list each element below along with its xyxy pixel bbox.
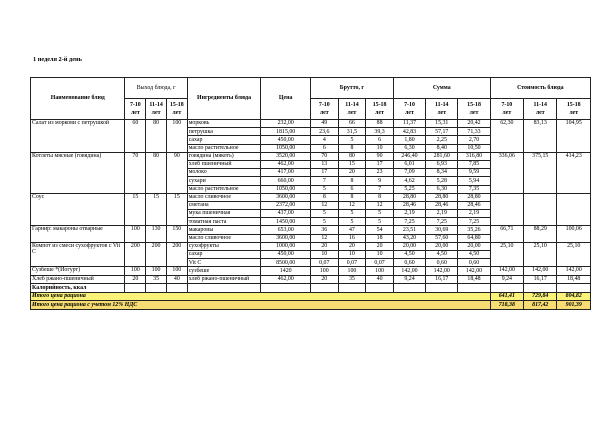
- sum-value: 6,30: [393, 144, 425, 152]
- sum-value: 28,46: [426, 201, 458, 209]
- sum-value: 2,19: [393, 210, 425, 218]
- dish-cost: 142,00: [524, 267, 557, 275]
- sum-value: 281,60: [426, 152, 458, 160]
- vat-total-row: [31, 301, 591, 310]
- age-unit: лет: [437, 110, 447, 116]
- sum-value: 28,46: [393, 201, 425, 209]
- dish-name: Гарнир: макароны отварные: [31, 226, 125, 242]
- brutto-value: 20: [338, 169, 366, 177]
- ingredient-price: 3520,00: [261, 152, 311, 160]
- sum-value: 43,20: [393, 234, 425, 242]
- ingredient-price: 232,00: [261, 120, 311, 128]
- ingredient-price: 1450,00: [261, 218, 311, 226]
- dish-name: Котлеты мясные (говядина): [31, 152, 125, 193]
- brutto-value: 0,07: [310, 259, 338, 267]
- brutto-value: 100: [366, 267, 394, 275]
- dish-cost: 83,13: [524, 120, 557, 153]
- age-unit: лет: [502, 110, 512, 116]
- dish-cost: 25,10: [557, 242, 591, 267]
- brutto-value: 17: [310, 169, 338, 177]
- dish-name: Сузбеше *(Йогурт): [31, 267, 125, 275]
- dish-cost: 66,71: [490, 226, 523, 242]
- dish-cost: 142,00: [490, 267, 523, 275]
- sum-value: 9,59: [458, 169, 490, 177]
- age-header: [338, 99, 366, 120]
- brutto-value: 8: [338, 193, 366, 201]
- sum-value: 11,37: [393, 120, 425, 128]
- sum-value: 246,40: [393, 152, 425, 160]
- ingredient-price: 417,00: [261, 169, 311, 177]
- ingredient-price: 1420: [261, 267, 311, 275]
- sum-value: 20,42: [458, 120, 490, 128]
- sum-value: 4,50: [458, 251, 490, 259]
- brutto-value: 16: [338, 234, 366, 242]
- empty-cell: [490, 283, 523, 292]
- dish-output: 100: [125, 267, 146, 275]
- dish-cost: [557, 193, 591, 226]
- empty-cell: [524, 283, 557, 292]
- age-header: [146, 99, 167, 120]
- ingredient-name: сахар: [187, 251, 261, 259]
- age-header: [125, 99, 146, 120]
- ingredient-name: говядина (мякоть): [187, 152, 261, 160]
- dish-output: 90: [166, 152, 187, 193]
- sum-value: 6,30: [426, 185, 458, 193]
- ingredient-name: мука пшеничная: [187, 210, 261, 218]
- total-row: [31, 292, 591, 301]
- brutto-value: 8: [310, 193, 338, 201]
- vat-total-row-label: Итого цена рациона с учетом 12% НДС: [31, 301, 491, 310]
- calories-row: [31, 283, 591, 292]
- dish-name: Салат из моркови с петрушкой: [31, 120, 125, 153]
- sum-value: 5,25: [393, 185, 425, 193]
- brutto-value: 88: [366, 120, 394, 128]
- ingredient-name: сметана: [187, 201, 261, 209]
- table-row: [31, 226, 591, 234]
- age-header: [557, 99, 591, 120]
- brutto-value: 49: [310, 120, 338, 128]
- brutto-value: 66: [338, 120, 366, 128]
- age-range: 15-18: [372, 101, 387, 108]
- brutto-value: 7: [366, 185, 394, 193]
- age-range: 11-14: [435, 101, 449, 108]
- sum-value: 0,60: [458, 259, 490, 267]
- brutto-value: 8: [338, 177, 366, 185]
- brutto-value: 20: [310, 242, 338, 250]
- brutto-value: 7: [310, 177, 338, 185]
- ingredient-name: сузбеше: [187, 267, 261, 275]
- sum-value: 4,50: [426, 251, 458, 259]
- age-range: 11-14: [533, 101, 547, 108]
- age-range: 7-10: [501, 101, 513, 108]
- sum-value: 7,25: [393, 218, 425, 226]
- dish-name: Компот из смеси сухофруктов с Vit C: [31, 242, 125, 267]
- sum-value: 2,19: [426, 210, 458, 218]
- ingredient-price: 437,00: [261, 210, 311, 218]
- dish-cost: [524, 193, 557, 226]
- sum-value: 2,70: [458, 136, 490, 144]
- sum-value: 8,40: [426, 144, 458, 152]
- brutto-value: 23: [366, 169, 394, 177]
- age-header: [393, 99, 425, 120]
- brutto-value: 4: [310, 136, 338, 144]
- brutto-value: 20: [338, 242, 366, 250]
- brutto-value: 20: [310, 275, 338, 283]
- age-range: 15-18: [467, 101, 481, 108]
- empty-cell: [146, 283, 167, 292]
- brutto-value: 31,5: [338, 128, 366, 136]
- sum-value: 5,28: [426, 177, 458, 185]
- sum-value: 4,62: [393, 177, 425, 185]
- sum-value: 6,93: [426, 160, 458, 168]
- header-dish: Наименование блюд: [31, 78, 125, 120]
- sum-value: 7,35: [458, 185, 490, 193]
- ingredient-price: 462,00: [261, 275, 311, 283]
- sum-value: 4,50: [393, 251, 425, 259]
- brutto-value: 5: [310, 210, 338, 218]
- sum-value: 35,26: [458, 226, 490, 234]
- dish-output: 80: [146, 152, 167, 193]
- dish-output: 130: [146, 226, 167, 242]
- dish-output: 100: [125, 226, 146, 242]
- empty-cell: [393, 283, 425, 292]
- dish-output: 35: [146, 275, 167, 283]
- header-price: Цена: [261, 78, 311, 120]
- dish-output: 70: [125, 152, 146, 193]
- age-unit: лет: [535, 110, 545, 116]
- brutto-value: 0,07: [338, 259, 366, 267]
- dish-cost: 336,06: [490, 152, 523, 193]
- empty-cell: [166, 283, 187, 292]
- sum-value: 0,60: [393, 259, 425, 267]
- sum-value: 9,24: [393, 275, 425, 283]
- sum-value: 316,80: [458, 152, 490, 160]
- ingredient-name: сухари: [187, 177, 261, 185]
- brutto-value: 5: [338, 210, 366, 218]
- table-row: [31, 193, 591, 201]
- brutto-value: 10: [310, 251, 338, 259]
- brutto-value: 10: [366, 251, 394, 259]
- age-unit: лет: [469, 110, 479, 116]
- dish-cost: 100,06: [557, 226, 591, 242]
- sum-value: 28,80: [393, 193, 425, 201]
- brutto-value: 12: [310, 234, 338, 242]
- ingredient-name: масло растительное: [187, 144, 261, 152]
- dish-cost: 9,24: [490, 275, 523, 283]
- brutto-value: 5: [310, 185, 338, 193]
- brutto-value: 13: [310, 160, 338, 168]
- ingredient-price: 462,00: [261, 160, 311, 168]
- page-title: 1 неделя 2-й день: [33, 56, 82, 63]
- age-header: [458, 99, 490, 120]
- ingredient-price: 450,00: [261, 251, 311, 259]
- dish-cost: 104,95: [557, 120, 591, 153]
- brutto-value: 12: [310, 201, 338, 209]
- brutto-value: 9: [366, 177, 394, 185]
- sum-value: 28,80: [458, 193, 490, 201]
- brutto-value: 47: [338, 226, 366, 234]
- table-row: [31, 120, 591, 128]
- header-sum: Сумма: [393, 78, 490, 99]
- total-row-value: 804,82: [557, 292, 591, 301]
- sum-value: 64,80: [458, 234, 490, 242]
- sum-value: 10,50: [458, 144, 490, 152]
- brutto-value: 8: [366, 193, 394, 201]
- age-unit: лет: [130, 110, 140, 116]
- dish-output: 40: [166, 275, 187, 283]
- dish-cost: 16,17: [524, 275, 557, 283]
- ingredient-name: масло сливочное: [187, 193, 261, 201]
- age-header: [490, 99, 523, 120]
- sum-value: 142,00: [426, 267, 458, 275]
- dish-cost: 25,10: [490, 242, 523, 267]
- brutto-value: 23,6: [310, 128, 338, 136]
- dish-output: 15: [125, 193, 146, 226]
- dish-output: 80: [146, 120, 167, 153]
- dish-output: 20: [125, 275, 146, 283]
- sum-value: 142,00: [458, 267, 490, 275]
- ingredient-price: 3600,00: [261, 193, 311, 201]
- ingredient-name: сухофрукты: [187, 242, 261, 250]
- age-range: 11-14: [149, 101, 163, 108]
- empty-cell: [426, 283, 458, 292]
- dish-output: 200: [125, 242, 146, 267]
- header-cost: Стоимость блюда: [490, 78, 590, 99]
- age-range: 15-18: [566, 101, 581, 108]
- dish-cost: 414,23: [557, 152, 591, 193]
- sum-value: 16,17: [426, 275, 458, 283]
- brutto-value: 5: [338, 218, 366, 226]
- sum-value: 18,48: [458, 275, 490, 283]
- age-range: 7-10: [129, 101, 141, 108]
- empty-cell: [310, 283, 338, 292]
- ingredient-name: масло растительное: [187, 185, 261, 193]
- dish-cost: 88,29: [524, 226, 557, 242]
- brutto-value: 90: [366, 152, 394, 160]
- menu-table: [30, 77, 591, 310]
- ingredient-name: хлеб ржано-пшеничный: [187, 275, 261, 283]
- sum-value: 28,46: [458, 201, 490, 209]
- dish-output: 200: [166, 242, 187, 267]
- dish-cost: 18,48: [557, 275, 591, 283]
- brutto-value: 70: [310, 152, 338, 160]
- age-unit: лет: [405, 110, 414, 116]
- dish-output: 200: [146, 242, 167, 267]
- sum-value: 6,01: [393, 160, 425, 168]
- age-range: 7-10: [404, 101, 415, 108]
- age-header: [426, 99, 458, 120]
- empty-cell: [338, 283, 366, 292]
- ingredient-name: хлеб пшеничный: [187, 160, 261, 168]
- total-row-value: 729,84: [524, 292, 557, 301]
- empty-cell: [557, 283, 591, 292]
- brutto-value: 100: [310, 267, 338, 275]
- sum-value: 23,51: [393, 226, 425, 234]
- vat-total-row-value: 817,42: [524, 301, 557, 310]
- dish-output: 100: [146, 267, 167, 275]
- vat-total-row-value: 901,39: [557, 301, 591, 310]
- ingredient-name: масло сливочное: [187, 234, 261, 242]
- sum-value: 2,25: [426, 136, 458, 144]
- ingredient-price: 653,00: [261, 226, 311, 234]
- ingredient-name: томатная паста: [187, 218, 261, 226]
- brutto-value: 10: [338, 251, 366, 259]
- table-row: [31, 267, 591, 275]
- sum-value: 7,25: [426, 218, 458, 226]
- sum-value: 28,80: [426, 193, 458, 201]
- ingredient-name: молоко: [187, 169, 261, 177]
- header-ingredients: Ингредиенты блюда: [187, 78, 261, 120]
- dish-cost: 375,15: [524, 152, 557, 193]
- brutto-value: 20: [366, 242, 394, 250]
- age-range: 7-10: [318, 101, 330, 108]
- ingredient-price: 1815,00: [261, 128, 311, 136]
- brutto-value: 15: [338, 160, 366, 168]
- total-row-label: Итого цена рациона: [31, 292, 491, 301]
- table-row: [31, 242, 591, 250]
- ingredient-price: 450,00: [261, 136, 311, 144]
- brutto-value: 100: [338, 267, 366, 275]
- age-header: [310, 99, 338, 120]
- ingredient-price: 1050,00: [261, 144, 311, 152]
- sum-value: 15,31: [426, 120, 458, 128]
- brutto-value: 18: [366, 234, 394, 242]
- dish-output: 15: [146, 193, 167, 226]
- dish-cost: [490, 193, 523, 226]
- header-output: Выход блюда, г: [125, 78, 187, 99]
- age-header: [366, 99, 394, 120]
- ingredient-name: Vit C: [187, 259, 261, 267]
- brutto-value: 8: [338, 144, 366, 152]
- age-unit: лет: [375, 110, 384, 116]
- age-header: [524, 99, 557, 120]
- age-unit: лет: [569, 110, 579, 116]
- sum-value: 2,19: [458, 210, 490, 218]
- ingredient-name: сахар: [187, 136, 261, 144]
- total-row-value: 641,41: [490, 292, 523, 301]
- sum-value: 0,60: [426, 259, 458, 267]
- age-unit: лет: [172, 110, 182, 116]
- brutto-value: 80: [338, 152, 366, 160]
- sum-value: 7,09: [393, 169, 425, 177]
- ingredient-name: морковь: [187, 120, 261, 128]
- vat-total-row-value: 718,38: [490, 301, 523, 310]
- age-unit: лет: [151, 110, 161, 116]
- dish-output: 100: [166, 267, 187, 275]
- dish-output: 15: [166, 193, 187, 226]
- age-range: 11-14: [345, 101, 359, 108]
- sum-value: 57,60: [426, 234, 458, 242]
- sum-value: 8,34: [426, 169, 458, 177]
- age-unit: лет: [319, 110, 329, 116]
- brutto-value: 36: [310, 226, 338, 234]
- sum-value: 57,17: [426, 128, 458, 136]
- brutto-value: 6: [310, 144, 338, 152]
- sum-value: 7,85: [458, 160, 490, 168]
- dish-cost: 62,30: [490, 120, 523, 153]
- brutto-value: 40: [366, 275, 394, 283]
- brutto-value: 35: [338, 275, 366, 283]
- brutto-value: 17: [366, 160, 394, 168]
- empty-cell: [261, 283, 311, 292]
- brutto-value: 54: [366, 226, 394, 234]
- sum-value: 20,00: [458, 242, 490, 250]
- empty-cell: [366, 283, 394, 292]
- brutto-value: 6: [338, 185, 366, 193]
- sum-value: 71,33: [458, 128, 490, 136]
- brutto-value: 39,3: [366, 128, 394, 136]
- age-header: [166, 99, 187, 120]
- brutto-value: 12: [338, 201, 366, 209]
- dish-cost: 25,10: [524, 242, 557, 267]
- brutto-value: 5: [366, 210, 394, 218]
- sum-value: 20,00: [426, 242, 458, 250]
- sum-value: 42,83: [393, 128, 425, 136]
- dish-cost: 142,00: [557, 267, 591, 275]
- sum-value: 20,00: [393, 242, 425, 250]
- calories-label: Калорийность, ккал: [31, 283, 125, 292]
- ingredient-price: 1050,00: [261, 185, 311, 193]
- brutto-value: 6: [366, 136, 394, 144]
- age-unit: лет: [347, 110, 357, 116]
- empty-cell: [187, 283, 261, 292]
- dish-name: Хлеб ржано-пшеничный: [31, 275, 125, 283]
- ingredient-price: 3600,00: [261, 234, 311, 242]
- ingredient-name: петрушка: [187, 128, 261, 136]
- dish-output: 100: [166, 120, 187, 153]
- age-range: 15-18: [169, 101, 184, 108]
- sum-value: 142,00: [393, 267, 425, 275]
- brutto-value: 5: [366, 218, 394, 226]
- ingredient-price: 8500,00: [261, 259, 311, 267]
- brutto-value: 5: [310, 218, 338, 226]
- brutto-value: 5: [338, 136, 366, 144]
- dish-output: 150: [166, 226, 187, 242]
- ingredient-price: 2372,00: [261, 201, 311, 209]
- dish-output: 60: [125, 120, 146, 153]
- sum-value: 7,25: [458, 218, 490, 226]
- sum-value: 30,69: [426, 226, 458, 234]
- table-row: [31, 152, 591, 160]
- ingredient-name: макароны: [187, 226, 261, 234]
- header-brutto: Брутто, г: [310, 78, 393, 99]
- brutto-value: 12: [366, 201, 394, 209]
- brutto-value: 10: [366, 144, 394, 152]
- empty-cell: [458, 283, 490, 292]
- dish-name: Соус: [31, 193, 125, 226]
- ingredient-price: 660,00: [261, 177, 311, 185]
- brutto-value: 0,07: [366, 259, 394, 267]
- sum-value: 1,80: [393, 136, 425, 144]
- ingredient-price: 1000,00: [261, 242, 311, 250]
- table-row: [31, 275, 591, 283]
- sum-value: 5,94: [458, 177, 490, 185]
- empty-cell: [125, 283, 146, 292]
